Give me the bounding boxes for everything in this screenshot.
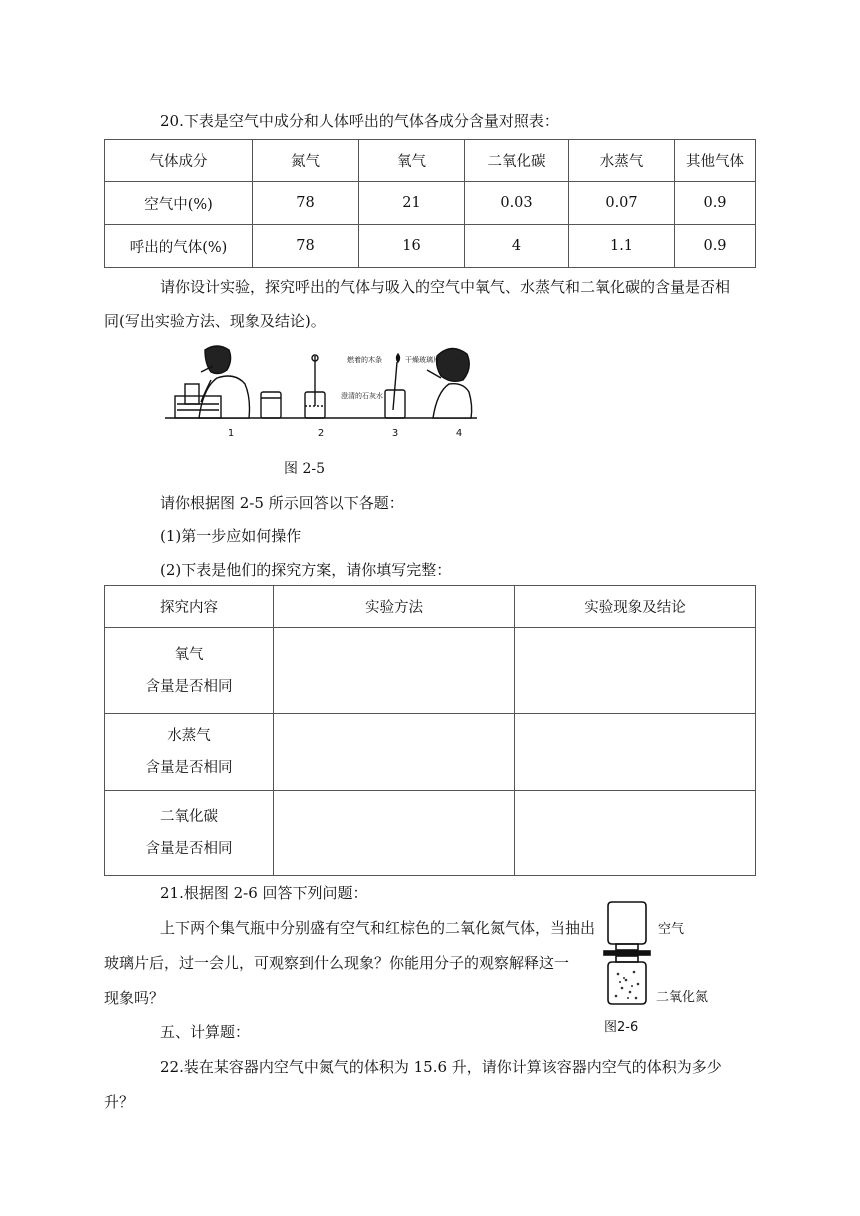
gas-composition-table [104,139,756,268]
q20-answer-intro: 请你根据图 2-5 所示回答以下各题： [160,494,404,512]
glass-plate [604,951,650,955]
row-line1: 氧气 [174,646,204,663]
gas-bottle [261,392,281,418]
step-label: 4 [455,428,463,439]
step-label: 2 [317,428,325,439]
figure-2-6 [600,900,725,1038]
annotation-dry-glass: 干燥玻璃片 [405,356,440,364]
table-header-row [105,586,756,628]
table-cell: 16 [359,225,465,268]
q20-task-line1: 请你设计实验，探究呼出的气体与吸入的空气中氧气、水蒸气和二氧化碳的含量是否相 [160,278,731,296]
table-cell [105,628,274,714]
step-label: 3 [391,428,399,439]
header-cell: 气体成分 [105,140,253,182]
table-row [105,791,756,876]
header-cell: 其他气体 [675,140,756,182]
q20-intro: 20.下表是空气中成分和人体呼出的气体各成分含量对照表： [160,112,559,130]
table-cell: 0.9 [675,225,756,268]
table-cell: 0.07 [569,182,675,225]
header-cell: 实验现象及结论 [515,586,756,628]
burning-stick [393,362,397,410]
table-cell: 0.03 [465,182,569,225]
answer-cell[interactable] [515,791,756,876]
bottle-in-trough [185,384,199,404]
table-cell: 78 [253,182,359,225]
table-cell: 1.1 [569,225,675,268]
person-blowing-icon [199,346,250,418]
table-header-row [105,140,756,182]
q20-task-line2: 同(写出实验方法、现象及结论)。 [104,312,326,330]
figure-2-5 [165,340,480,440]
row-line2: 含量是否相同 [145,760,233,776]
table-row [105,628,756,714]
table-row [105,182,756,225]
row-line2: 含量是否相同 [145,678,233,695]
no2-bottle [608,962,646,1004]
table-cell: 0.9 [675,182,756,225]
q20-sub1: (1)第一步应如何操作 [160,527,302,545]
plan-table [104,585,756,876]
table-row [105,225,756,268]
header-cell: 实验方法 [274,586,515,628]
table-cell: 空气中(%) [105,182,253,225]
answer-cell[interactable] [515,714,756,791]
answer-cell[interactable] [274,791,515,876]
row-line2: 含量是否相同 [145,841,233,857]
annotation-burning-stick: 燃着的木条 [347,356,382,364]
row-line1: 二氧化碳 [160,809,218,825]
annotation-limewater: 澄清的石灰水 [341,392,383,400]
header-cell: 二氧化碳 [465,140,569,182]
figure-2-5-caption: 图 2-5 [284,461,325,477]
figure-2-6-caption: 图2-6 [604,1020,639,1035]
q21-line1: 上下两个集气瓶中分别盛有空气和红棕色的二氧化氮气体，当抽出 [160,919,596,937]
answer-cell[interactable] [515,628,756,714]
table-cell: 78 [253,225,359,268]
header-cell: 探究内容 [105,586,274,628]
table-row [105,714,756,791]
air-bottle [608,902,646,944]
q22-line1: 22.装在某容器内空气中氮气的体积为 15.6 升，请你计算该容器内空气的体积为多少 [160,1058,722,1076]
answer-cell[interactable] [274,714,515,791]
q21-line3: 现象吗？ [104,989,165,1007]
q21-title: 21.根据图 2-6 回答下列问题： [160,884,368,902]
label-no2: 二氧化氮 [656,990,709,1005]
table-cell [105,714,274,791]
q20-sub2: (2)下表是他们的探究方案，请你填写完整： [160,561,452,579]
header-cell: 水蒸气 [569,140,675,182]
answer-cell[interactable] [274,628,515,714]
section-5-heading: 五、计算题： [160,1023,251,1041]
header-cell: 氮气 [253,140,359,182]
row-line1: 水蒸气 [167,728,211,744]
table-cell: 4 [465,225,569,268]
q21-line2: 玻璃片后，过一会儿，可观察到什么现象？你能用分子的观察解释这一 [104,954,570,972]
step-label: 1 [227,428,235,439]
q22-line2: 升？ [104,1093,135,1111]
table-cell [105,791,274,876]
table-cell: 呼出的气体(%) [105,225,253,268]
table-cell: 21 [359,182,465,225]
header-cell: 氧气 [359,140,465,182]
label-air: 空气 [658,922,685,937]
